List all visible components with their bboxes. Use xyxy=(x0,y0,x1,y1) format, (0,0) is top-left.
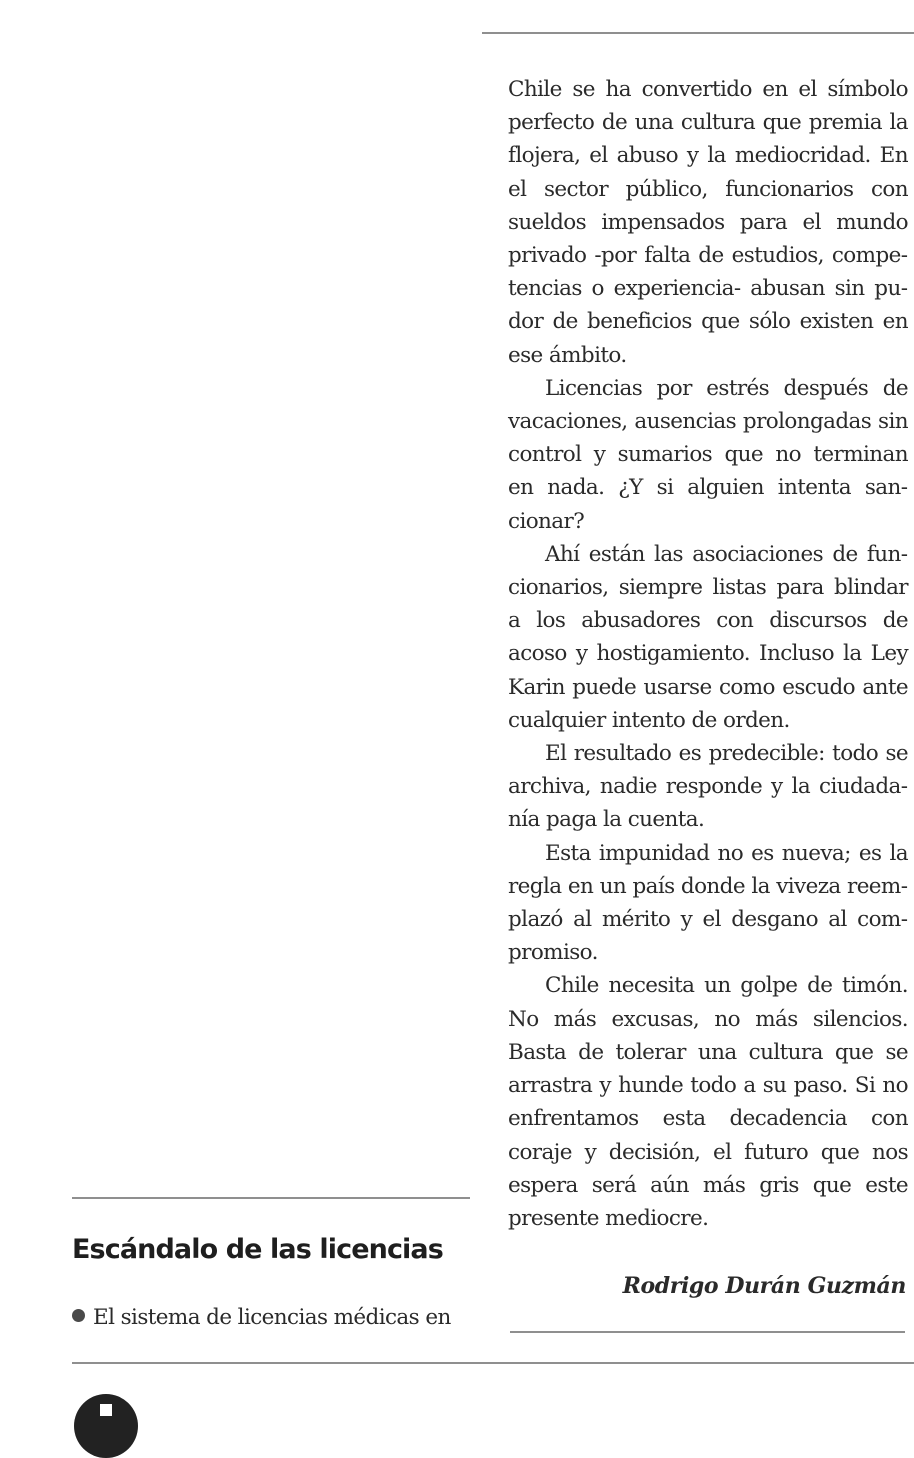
side-story-lead xyxy=(72,1305,472,1330)
letter-body xyxy=(508,73,908,1235)
letter-paragraph: Licencias por estrés después de vacaciones, ausencias prolongadas sin control y sumarios que no terminan en nada. ¿Y si alguien intenta sancionar? xyxy=(508,375,908,534)
bottom-divider xyxy=(72,1362,914,1364)
side-story-divider xyxy=(72,1197,470,1199)
letter-paragraph: Ahí están las asociaciones de funcionarios, siempre listas para blindar a los abusadores con discursos de acoso y hostigamiento. Incluso la Ley Karin puede usarse como escudo ante cualquier intento de orden. xyxy=(508,541,908,733)
side-story-title: Escándalo de las licencias xyxy=(72,1234,443,1265)
letter-paragraph: El resultado es predecible: todo se archiva, nadie responde y la ciudadanía paga la cuenta. xyxy=(508,741,908,833)
side-story-lead-text: El sistema de licencias médicas en xyxy=(93,1305,451,1330)
letter-paragraph: Esta impunidad no es nueva; es la regla en un país donde la viveza reemplazó al mérito y el desgano al compromiso. xyxy=(508,840,908,966)
section-logo-icon xyxy=(74,1394,138,1458)
letter-paragraph: Chile necesita un golpe de timón. No más excusas, no más silencios. Basta de tolerar una cultura que se arrastra y hunde todo a su paso. Si no enfrentamos esta decadencia con coraje y decisión, el futuro que nos espera será aún más gris que este presente mediocre. xyxy=(508,973,908,1231)
letter-signature: Rodrigo Durán Guzmán xyxy=(622,1273,906,1299)
top-divider xyxy=(482,32,914,34)
letter-paragraph: Chile se ha convertido en el símbolo perfecto de una cultura que premia la flojera, el abuso y la mediocridad. En el sector público, funcionarios con sueldos impensados para el mundo privado -por falta de estudios, competencias o experiencia- abusan sin pudor de beneficios que sólo existen en ese ámbito. xyxy=(508,77,908,368)
bullet-dot-icon xyxy=(72,1309,85,1322)
signature-divider xyxy=(510,1331,905,1333)
cut-off-heading xyxy=(150,1404,470,1418)
